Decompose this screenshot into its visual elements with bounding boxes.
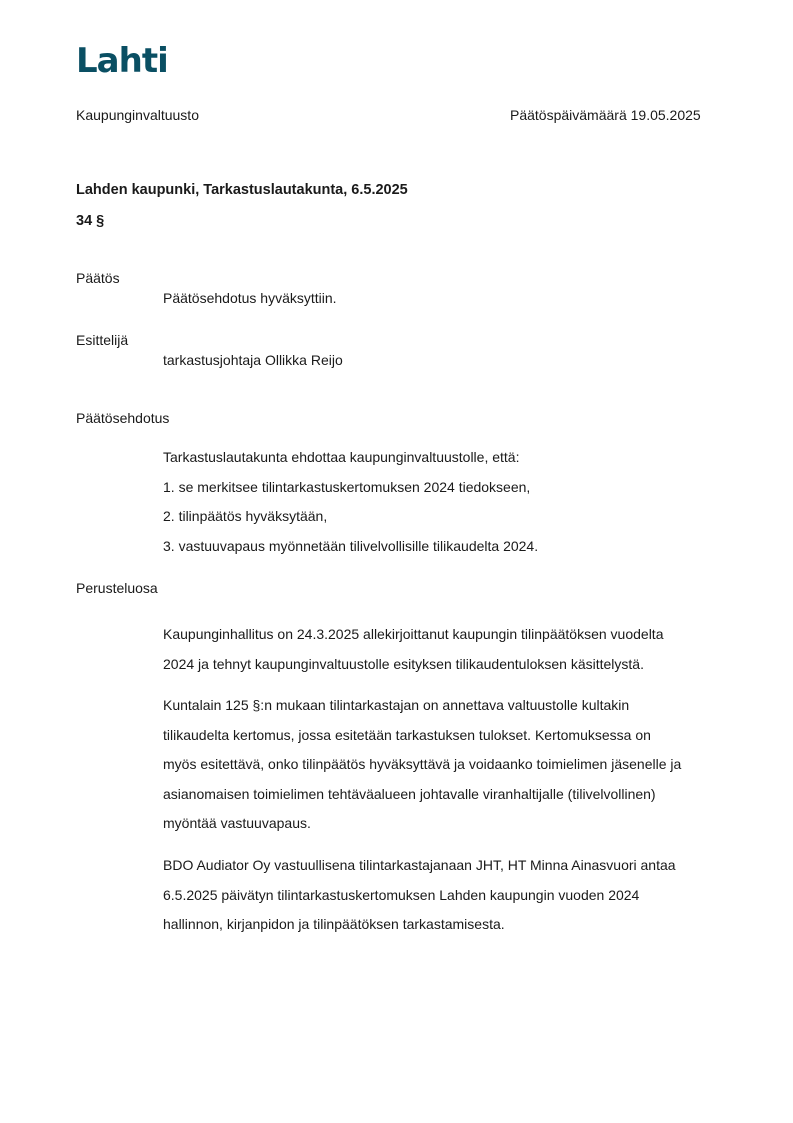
reasoning-paragraph bbox=[163, 620, 723, 679]
proposal-item: 3. vastuuvapaus myönnetään tilivelvollisille tilikaudelta 2024. bbox=[163, 538, 539, 554]
decision-text: Päätösehdotus hyväksyttiin. bbox=[163, 290, 337, 306]
reasoning-label: Perusteluosa bbox=[76, 580, 158, 596]
paragraph-line: 6.5.2025 päivätyn tilintarkastuskertomuksen Lahden kaupungin vuoden 2024 bbox=[163, 886, 640, 903]
proposal-label: Päätösehdotus bbox=[76, 410, 170, 426]
meeting-title: Lahden kaupunki, Tarkastuslautakunta, 6.5.2025 bbox=[76, 182, 408, 198]
decision-label: Päätös bbox=[76, 270, 120, 286]
paragraph-line: 2024 ja tehnyt kaupunginvaltuustolle esityksen tilikaudentuloksen käsittelystä. bbox=[163, 655, 644, 672]
paragraph-line: asianomaisen toimielimen tehtäväalueen johtavalle viranhaltijalle (tilivelvollinen) bbox=[163, 785, 656, 802]
paragraph-line: myöntää vastuuvapaus. bbox=[163, 815, 311, 831]
proposal-intro: Tarkastuslautakunta ehdottaa kaupunginvaltuustolle, että: bbox=[163, 449, 520, 465]
proposal-item: 2. tilinpäätös hyväksytään, bbox=[163, 508, 328, 524]
issuing-body: Kaupunginvaltuusto bbox=[76, 107, 199, 123]
paragraph-line: hallinnon, kirjanpidon ja tilinpäätöksen tarkastamisesta. bbox=[163, 916, 505, 932]
reasoning-paragraph bbox=[163, 851, 723, 940]
paragraph-line: BDO Audiator Oy vastuullisena tilintarkastajanaan JHT, HT Minna Ainasvuori antaa bbox=[163, 857, 676, 873]
paragraph-line: Kuntalain 125 §:n mukaan tilintarkastajan on annettava valtuustolle kultakin bbox=[163, 697, 630, 713]
section-number: 34 § bbox=[76, 213, 105, 229]
presenter-label: Esittelijä bbox=[76, 332, 129, 348]
paragraph-line: Kaupunginhallitus on 24.3.2025 allekirjoittanut kaupungin tilinpäätöksen vuodelta bbox=[163, 626, 664, 642]
decision-date: Päätöspäivämäärä 19.05.2025 bbox=[510, 107, 701, 123]
proposal-item: 1. se merkitsee tilintarkastuskertomuksen 2024 tiedokseen, bbox=[163, 479, 531, 495]
presenter-text: tarkastusjohtaja Ollikka Reijo bbox=[163, 352, 343, 368]
paragraph-line: tilikaudelta kertomus, jossa esitetään tarkastuksen tulokset. Kertomuksessa on bbox=[163, 726, 651, 743]
paragraph-line: myös esitettävä, onko tilinpäätös hyväksyttävä ja voidaanko toimielimen jäsenelle ja bbox=[163, 756, 682, 772]
reasoning-paragraph bbox=[163, 691, 723, 839]
lahti-logo: Lahti bbox=[76, 41, 168, 81]
